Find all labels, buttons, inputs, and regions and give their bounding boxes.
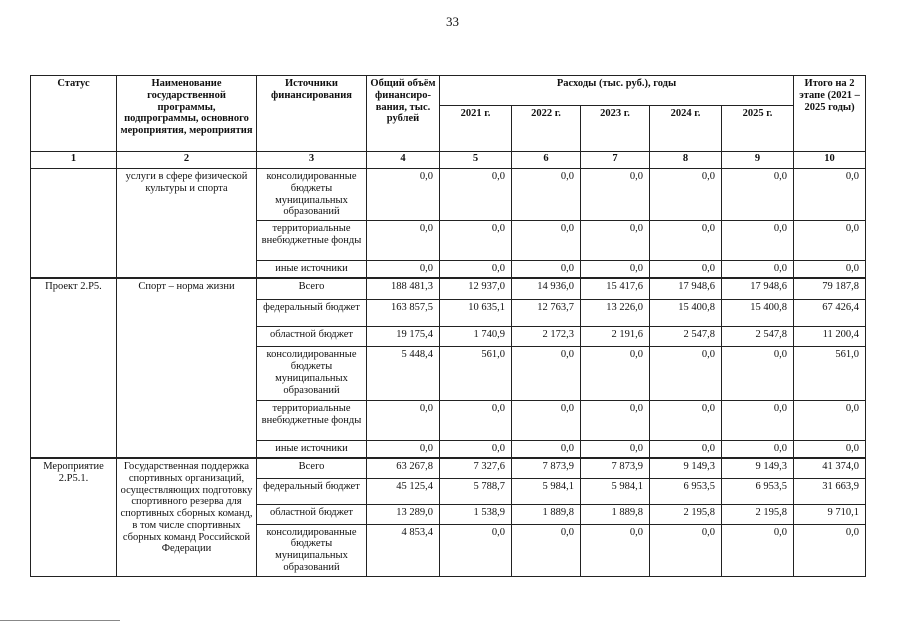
year-amount-cell: 0,0 [722, 347, 794, 401]
column-index: 10 [794, 152, 866, 169]
column-index: 5 [440, 152, 512, 169]
header-year: 2023 г. [581, 106, 650, 152]
year-amount-cell: 15 417,6 [581, 278, 650, 300]
funding-source-cell: областной бюджет [257, 504, 367, 524]
year-amount-cell: 1 538,9 [440, 504, 512, 524]
itogo-amount-cell: 41 374,0 [794, 458, 866, 478]
year-amount-cell: 0,0 [440, 261, 512, 278]
column-index: 3 [257, 152, 367, 169]
year-amount-cell: 0,0 [581, 401, 650, 441]
year-amount-cell: 2 195,8 [650, 504, 722, 524]
itogo-amount-cell: 31 663,9 [794, 478, 866, 504]
year-amount-cell: 9 149,3 [722, 458, 794, 478]
budget-table [30, 75, 866, 577]
year-amount-cell: 17 948,6 [650, 278, 722, 300]
column-index: 8 [650, 152, 722, 169]
header-year: 2025 г. [722, 106, 794, 152]
status-cell: Проект 2.P5. [31, 278, 117, 458]
year-amount-cell: 0,0 [650, 524, 722, 576]
program-name-cell: услуги в сфере физической культуры и спорта [117, 169, 257, 278]
year-amount-cell: 2 547,8 [650, 327, 722, 347]
funding-source-cell: федеральный бюджет [257, 478, 367, 504]
funding-source-cell: областной бюджет [257, 327, 367, 347]
year-amount-cell: 0,0 [440, 169, 512, 221]
year-amount-cell: 0,0 [650, 261, 722, 278]
year-amount-cell: 1 889,8 [512, 504, 581, 524]
funding-source-cell: иные источники [257, 261, 367, 278]
year-amount-cell: 0,0 [722, 441, 794, 458]
itogo-amount-cell: 0,0 [794, 221, 866, 261]
column-index: 7 [581, 152, 650, 169]
header-year: 2021 г. [440, 106, 512, 152]
year-amount-cell: 13 226,0 [581, 300, 650, 327]
year-amount-cell: 15 400,8 [722, 300, 794, 327]
total-amount-cell: 5 448,4 [367, 347, 440, 401]
year-amount-cell: 0,0 [581, 169, 650, 221]
year-amount-cell: 6 953,5 [650, 478, 722, 504]
funding-source-cell: консолидированные бюджеты муниципальных образований [257, 524, 367, 576]
year-amount-cell: 12 763,7 [512, 300, 581, 327]
year-amount-cell: 0,0 [650, 347, 722, 401]
itogo-amount-cell: 11 200,4 [794, 327, 866, 347]
column-index-row [31, 152, 866, 169]
year-amount-cell: 7 873,9 [581, 458, 650, 478]
total-amount-cell: 45 125,4 [367, 478, 440, 504]
header-total: Общий объём финансиро-вания, тыс. рублей [367, 76, 440, 152]
year-amount-cell: 0,0 [512, 261, 581, 278]
year-amount-cell: 0,0 [512, 524, 581, 576]
funding-source-cell: территориальные внебюджетные фонды [257, 221, 367, 261]
year-amount-cell: 0,0 [440, 524, 512, 576]
funding-source-cell: консолидированные бюджеты муниципальных образований [257, 347, 367, 401]
year-amount-cell: 9 149,3 [650, 458, 722, 478]
column-index: 6 [512, 152, 581, 169]
total-amount-cell: 4 853,4 [367, 524, 440, 576]
year-amount-cell: 0,0 [512, 401, 581, 441]
year-amount-cell: 0,0 [581, 441, 650, 458]
year-amount-cell: 2 191,6 [581, 327, 650, 347]
year-amount-cell: 0,0 [512, 347, 581, 401]
total-amount-cell: 63 267,8 [367, 458, 440, 478]
header-name: Наименование государственной программы, подпрограммы, основного мероприятия, мероприятия [117, 76, 257, 152]
year-amount-cell: 0,0 [512, 169, 581, 221]
year-amount-cell: 0,0 [722, 524, 794, 576]
total-amount-cell: 0,0 [367, 401, 440, 441]
scan-border-line [0, 620, 120, 621]
year-amount-cell: 0,0 [650, 441, 722, 458]
year-amount-cell: 0,0 [440, 221, 512, 261]
table-header [31, 76, 866, 169]
funding-source-cell: Всего [257, 278, 367, 300]
year-amount-cell: 561,0 [440, 347, 512, 401]
funding-source-cell: федеральный бюджет [257, 300, 367, 327]
page-number: 33 [446, 14, 459, 29]
header-expenses: Расходы (тыс. руб.), годы [440, 76, 794, 106]
itogo-amount-cell: 0,0 [794, 261, 866, 278]
year-amount-cell: 0,0 [581, 221, 650, 261]
budget-table-container [30, 75, 865, 577]
table-row [31, 169, 866, 221]
year-amount-cell: 0,0 [722, 221, 794, 261]
funding-source-cell: территориальные внебюджетные фонды [257, 401, 367, 441]
program-name-cell: Государственная поддержка спортивных организаций, осуществляющих подготовку спортивного резерва для спортивных сборных команд, в том числе спортивных сборных команд Российской Федерации [117, 458, 257, 576]
header-itogo: Итого на 2 этапе (2021 – 2025 годы) [794, 76, 866, 152]
year-amount-cell: 2 195,8 [722, 504, 794, 524]
table-row [31, 278, 866, 300]
year-amount-cell: 2 172,3 [512, 327, 581, 347]
total-amount-cell: 0,0 [367, 169, 440, 221]
year-amount-cell: 0,0 [440, 401, 512, 441]
column-index: 9 [722, 152, 794, 169]
itogo-amount-cell: 0,0 [794, 401, 866, 441]
year-amount-cell: 0,0 [512, 441, 581, 458]
year-amount-cell: 10 635,1 [440, 300, 512, 327]
total-amount-cell: 13 289,0 [367, 504, 440, 524]
year-amount-cell: 0,0 [581, 524, 650, 576]
year-amount-cell: 5 788,7 [440, 478, 512, 504]
itogo-amount-cell: 0,0 [794, 441, 866, 458]
total-amount-cell: 19 175,4 [367, 327, 440, 347]
year-amount-cell: 12 937,0 [440, 278, 512, 300]
header-year: 2024 г. [650, 106, 722, 152]
itogo-amount-cell: 561,0 [794, 347, 866, 401]
year-amount-cell: 0,0 [581, 261, 650, 278]
year-amount-cell: 0,0 [650, 169, 722, 221]
year-amount-cell: 1 740,9 [440, 327, 512, 347]
year-amount-cell: 5 984,1 [581, 478, 650, 504]
funding-source-cell: иные источники [257, 441, 367, 458]
year-amount-cell: 0,0 [440, 441, 512, 458]
funding-source-cell: консолидированные бюджеты муниципальных образований [257, 169, 367, 221]
itogo-amount-cell: 9 710,1 [794, 504, 866, 524]
total-amount-cell: 163 857,5 [367, 300, 440, 327]
program-name-cell: Спорт – норма жизни [117, 278, 257, 458]
year-amount-cell: 15 400,8 [650, 300, 722, 327]
year-amount-cell: 1 889,8 [581, 504, 650, 524]
year-amount-cell: 0,0 [722, 169, 794, 221]
column-index: 1 [31, 152, 117, 169]
itogo-amount-cell: 0,0 [794, 524, 866, 576]
year-amount-cell: 0,0 [650, 401, 722, 441]
table-row [31, 458, 866, 478]
year-amount-cell: 14 936,0 [512, 278, 581, 300]
year-amount-cell: 0,0 [722, 401, 794, 441]
table-body [31, 169, 866, 577]
year-amount-cell: 2 547,8 [722, 327, 794, 347]
header-source: Источники финансирования [257, 76, 367, 152]
year-amount-cell: 6 953,5 [722, 478, 794, 504]
itogo-amount-cell: 67 426,4 [794, 300, 866, 327]
year-amount-cell: 0,0 [581, 347, 650, 401]
year-amount-cell: 0,0 [650, 221, 722, 261]
column-index: 4 [367, 152, 440, 169]
year-amount-cell: 0,0 [722, 261, 794, 278]
total-amount-cell: 0,0 [367, 261, 440, 278]
year-amount-cell: 7 327,6 [440, 458, 512, 478]
status-cell: Мероприятие 2.P5.1. [31, 458, 117, 576]
funding-source-cell: Всего [257, 458, 367, 478]
header-status: Статус [31, 76, 117, 152]
column-index: 2 [117, 152, 257, 169]
itogo-amount-cell: 0,0 [794, 169, 866, 221]
year-amount-cell: 5 984,1 [512, 478, 581, 504]
total-amount-cell: 188 481,3 [367, 278, 440, 300]
status-cell [31, 169, 117, 278]
header-year: 2022 г. [512, 106, 581, 152]
total-amount-cell: 0,0 [367, 221, 440, 261]
year-amount-cell: 7 873,9 [512, 458, 581, 478]
total-amount-cell: 0,0 [367, 441, 440, 458]
year-amount-cell: 17 948,6 [722, 278, 794, 300]
itogo-amount-cell: 79 187,8 [794, 278, 866, 300]
year-amount-cell: 0,0 [512, 221, 581, 261]
